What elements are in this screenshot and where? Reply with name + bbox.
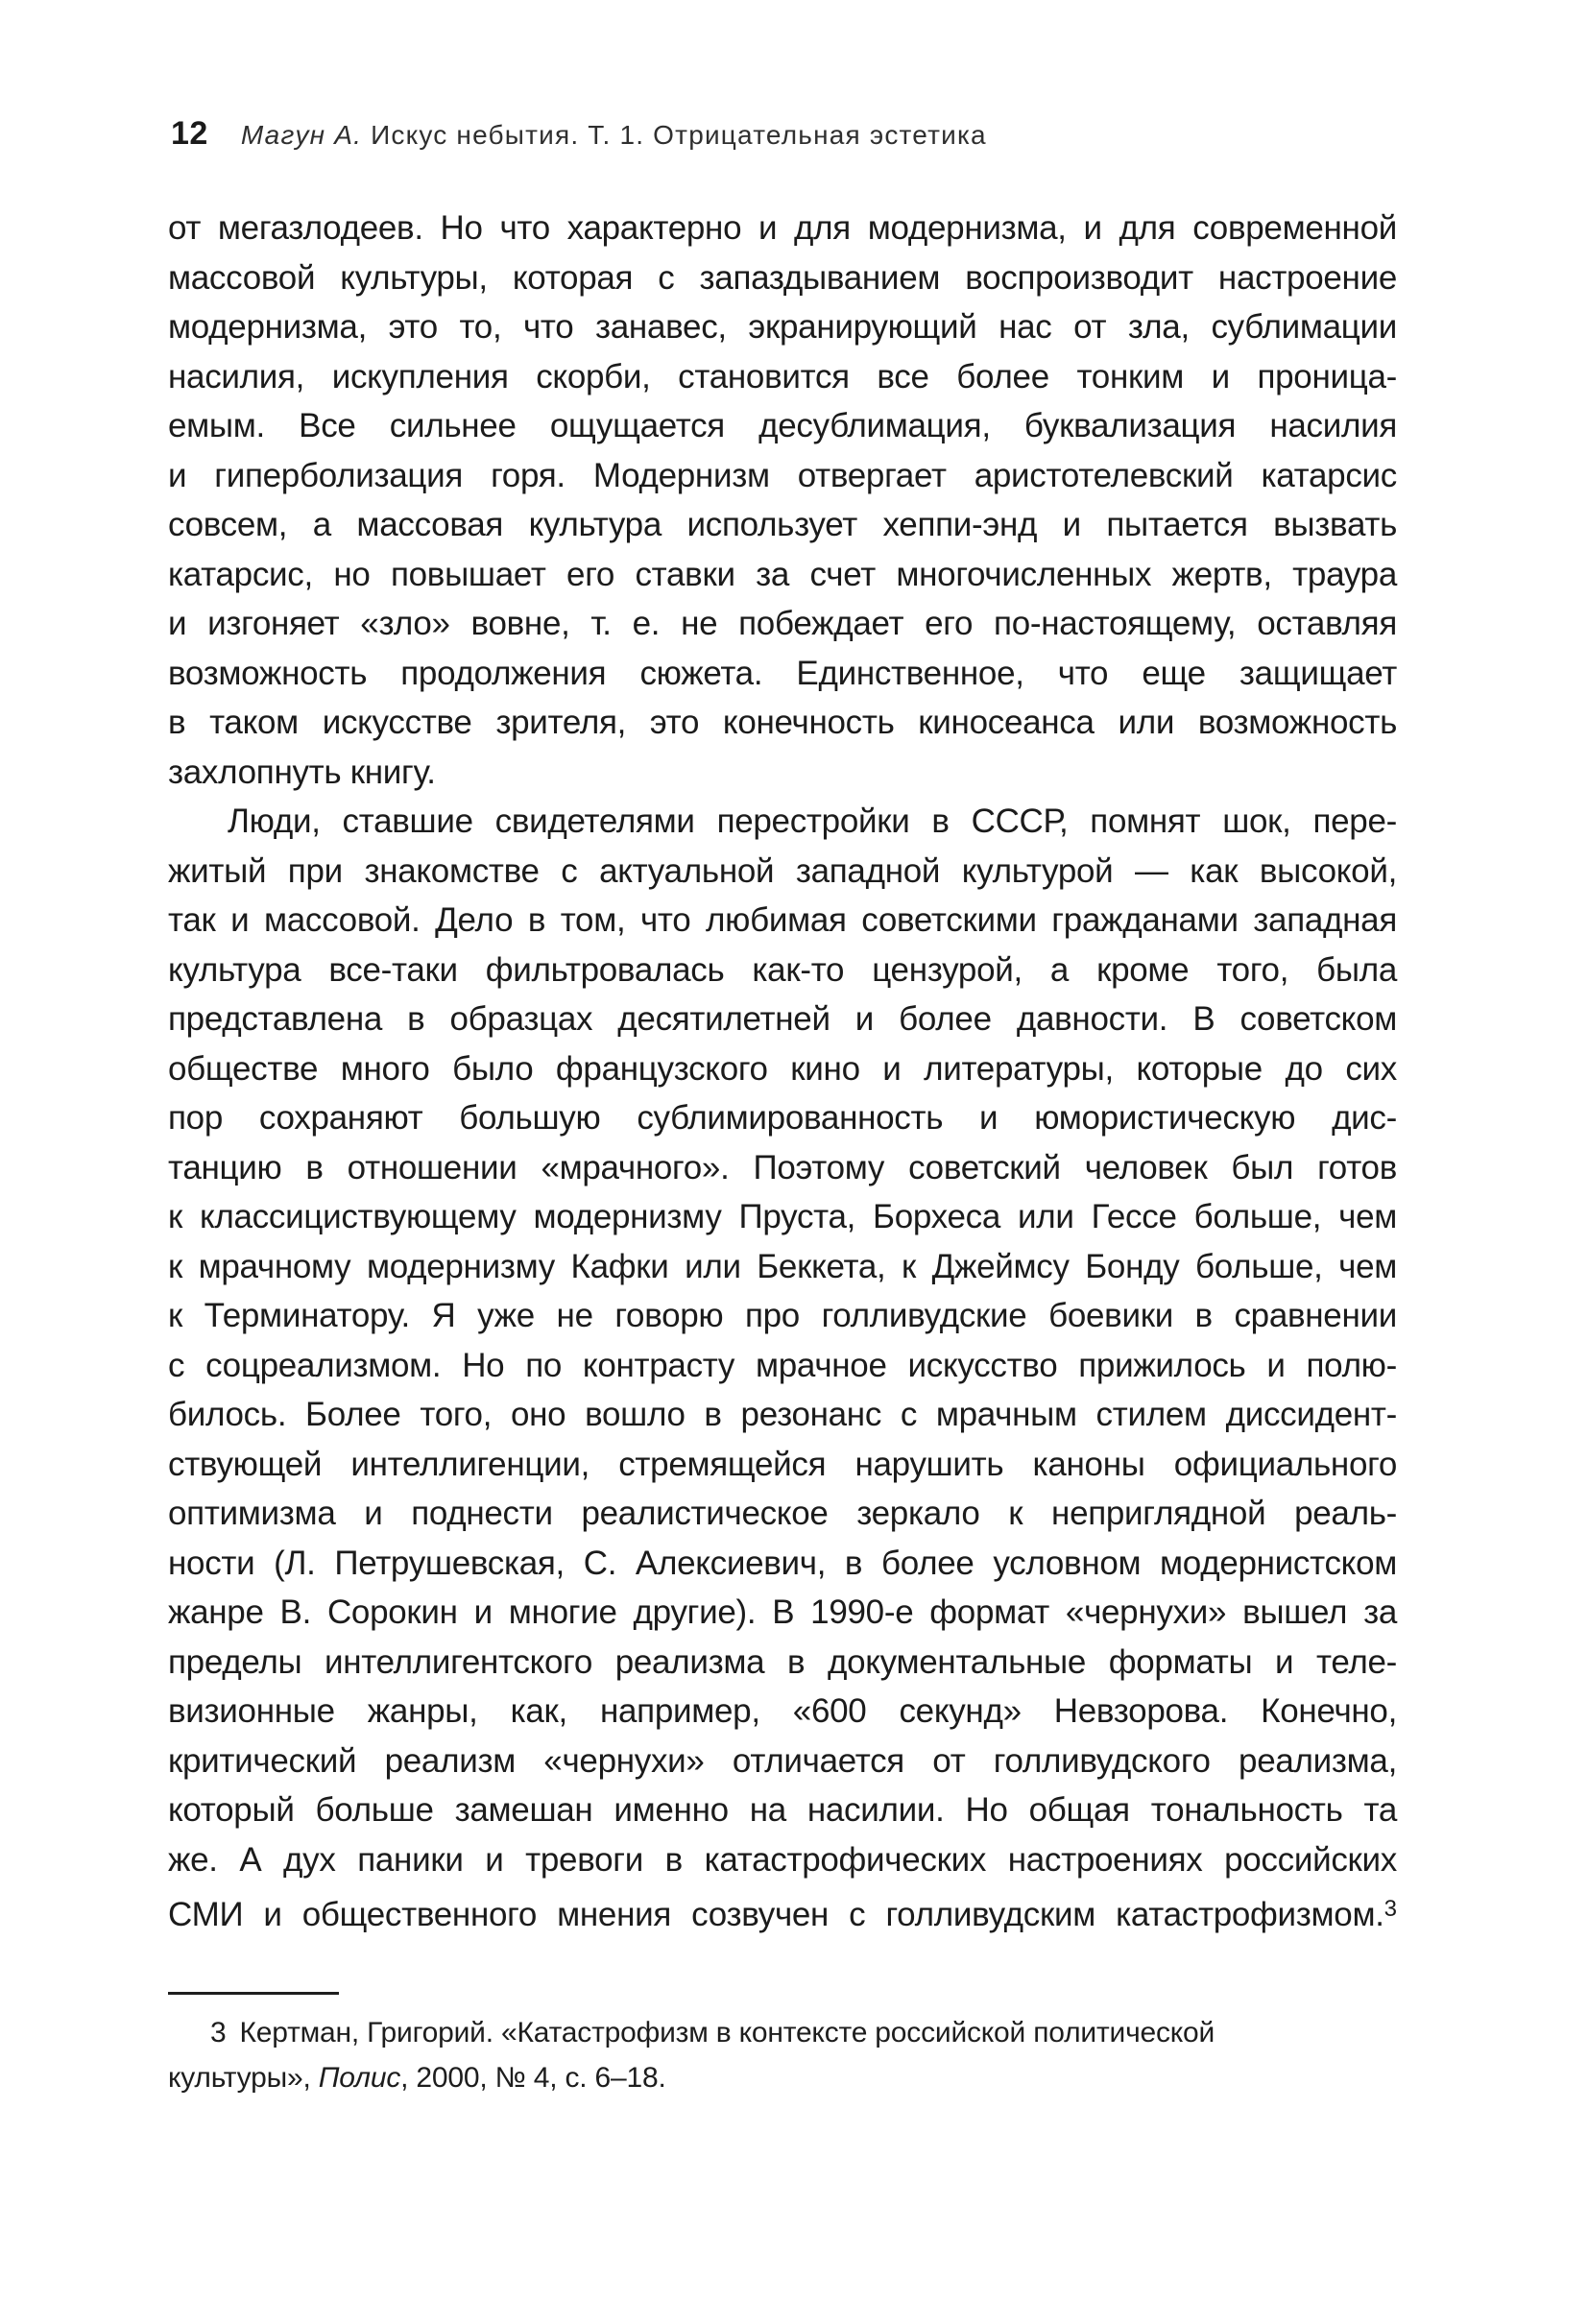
footnote-marker: 3 <box>210 2017 227 2048</box>
text-line: к классициствующему модернизму Пруста, Борхеса или Гессе больше, чем <box>168 1198 1397 1235</box>
text-line: совсем, а массовая культура использует хеппи-энд и пытается вызвать <box>168 506 1397 543</box>
text-line: обществе много было французского кино и литературы, которые до сих <box>168 1049 1397 1088</box>
text-line: же. А дух паники и тревоги в катастрофических настроениях российских <box>168 1840 1397 1879</box>
footnote <box>168 2010 1397 2100</box>
paragraph-1 <box>168 204 1397 797</box>
text-line: билось. Более того, оно вошло в резонанс с мрачным стилем диссидент- <box>168 1396 1397 1433</box>
footnote-separator-rule <box>168 1992 339 1995</box>
text-line: массовой культуры, которая с запаздыванием воспроизводит настроение <box>168 258 1397 297</box>
running-title-author: Магун А. <box>240 120 363 150</box>
text-line: ствующей интеллигенции, стремящейся нарушить каноны официального <box>168 1445 1397 1483</box>
paragraph-2 <box>168 797 1397 1884</box>
running-header <box>171 115 1396 153</box>
footnote-line-1 <box>168 2010 1397 2055</box>
text-line: пределы интеллигентского реализма в документальные форматы и теле- <box>168 1642 1397 1681</box>
text-line: модернизма, это то, что занавес, экранирующий нас от зла, сублимации <box>168 308 1397 346</box>
text-line: жанре В. Сорокин и многие другие). В 1990-е формат «чернухи» вышел за <box>168 1593 1397 1631</box>
text-line: визионные жанры, как, например, «600 секунд» Невзорова. Конечно, <box>168 1692 1397 1730</box>
text-line: оптимизма и поднести реалистическое зеркало к неприглядной реаль- <box>168 1495 1397 1532</box>
text-line: с соцреализмом. Но по контрасту мрачное искусство прижилось и полю- <box>168 1346 1397 1384</box>
text-line: катарсис, но повышает его ставки за счет многочисленных жертв, траура <box>168 555 1397 593</box>
text-line: емым. Все сильнее ощущается десублимация, буквализация насилия <box>168 407 1397 444</box>
paragraph-2-last-line <box>168 1884 1397 1934</box>
text-line: и изгоняет «зло» вовне, т. е. не побеждает его по-настоящему, оставляя <box>168 605 1397 642</box>
running-title <box>241 120 987 151</box>
footnote-text-2a: культуры», <box>168 2062 319 2094</box>
body-text <box>168 204 1397 1934</box>
footnote-journal-title: Полис <box>318 2062 401 2094</box>
footnote-reference[interactable]: 3 <box>1383 1896 1397 1922</box>
text-line: насилия, искупления скорби, становится все более тонким и проница- <box>168 357 1397 395</box>
text-line: культура все-таки фильтровалась как-то цензурой, а кроме того, была <box>168 950 1397 989</box>
text-line: житый при знакомстве с актуальной западной культурой — как высокой, <box>168 851 1397 890</box>
text-line: так и массовой. Дело в том, что любимая советскими гражданами западная <box>168 901 1397 939</box>
footnote-text-2b: , 2000, № 4, с. 6–18. <box>400 2062 666 2094</box>
paragraph-2-last-line-text: СМИ и общественного мнения созвучен с голливудским катастрофизмом. <box>168 1896 1384 1933</box>
text-line: к мрачному модернизму Кафки или Беккета, к Джеймсу Бонду больше, чем <box>168 1247 1397 1285</box>
text-line: Люди, ставшие свидетелями перестройки в СССР, помнят шок, пере- <box>228 803 1397 840</box>
text-line: критический реализм «чернухи» отличается от голливудского реализма, <box>168 1741 1397 1780</box>
text-line: возможность продолжения сюжета. Единственное, что еще защищает <box>168 654 1397 692</box>
text-line: к Терминатору. Я уже не говорю про голливудские боевики в сравнении <box>168 1297 1397 1334</box>
text-line: ности (Л. Петрушевская, С. Алексиевич, в более условном модернистском <box>168 1544 1397 1582</box>
footnote-text-1: Кертман, Григорий. «Катастрофизм в контексте российской политической <box>239 2017 1215 2048</box>
text-line: который больше замешан именно на насилии. Но общая тональность та <box>168 1791 1397 1829</box>
text-line: и гиперболизация горя. Модернизм отвергает аристотелевский катарсис <box>168 456 1397 494</box>
text-line: в таком искусстве зрителя, это конечность киносеанса или возможность <box>168 704 1397 741</box>
text-line: представлена в образцах десятилетней и более давности. В советском <box>168 1000 1397 1038</box>
running-title-text: Искус небытия. Т. 1. Отрицательная эстетика <box>362 120 987 150</box>
text-line: от мегазлодеев. Но что характерно и для модернизма, и для современной <box>168 209 1397 247</box>
page-number: 12 <box>171 115 208 152</box>
text-line: пор сохраняют большую сублимированность и юмористическую дис- <box>168 1099 1397 1137</box>
text-line: танцию в отношении «мрачного». Поэтому советский человек был готов <box>168 1148 1397 1186</box>
text-line: захлопнуть книгу. <box>168 753 436 791</box>
footnote-line-2 <box>168 2055 1397 2100</box>
